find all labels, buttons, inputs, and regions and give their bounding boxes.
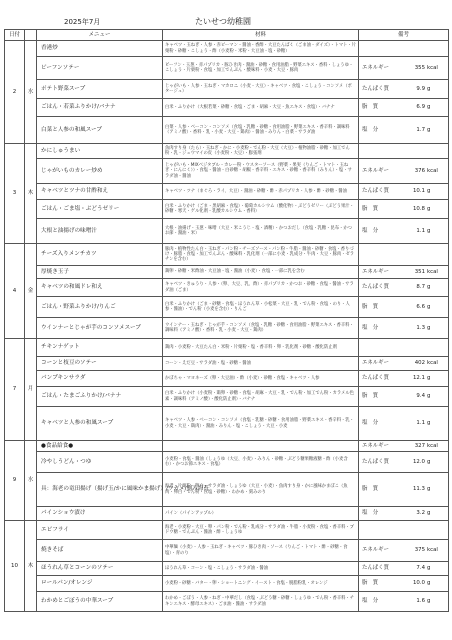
nutrition-cell	[359, 318, 449, 339]
table-row	[5, 452, 449, 473]
table-row	[5, 80, 449, 99]
nutrition-unit: kcal	[427, 442, 438, 449]
nutrition-label: 脂 質	[362, 104, 379, 111]
page-header	[0, 0, 452, 30]
day-date: 10	[5, 521, 25, 612]
dish-name: パンプキンサラダ	[37, 371, 163, 387]
dish-ingredients: キャベツ・ツナ（まぐろ・ライ、大豆）・醤油・砂糖・酢・赤パプリカ・人参・酢・砂糖・醤油	[163, 184, 359, 200]
table-row	[5, 41, 449, 57]
dish-ingredients: 鶏肉・小麦粉・大豆たん白・米粉・片栗粉・塩・香辛料・卵・乳化剤・砂糖・酸化防止剤	[163, 339, 359, 357]
dish-ingredients: 小麦粉・食塩・醤油（しょうゆ（大豆、小麦）・みりん・砂糖・ぶどう糖果糖液糖・酢（小麦含む）・かつお節エキス・食塩）	[163, 452, 359, 473]
table-row	[5, 144, 449, 159]
nutrition-label: 塩 分	[362, 126, 379, 133]
nutrition-value: 11.3	[412, 486, 425, 493]
dish-name: キャベツとツナの甘酢和え	[37, 184, 163, 200]
table-row	[5, 473, 449, 507]
day-date: 2	[5, 41, 25, 144]
nutrition-unit: g	[427, 284, 431, 291]
nutrition-cell	[359, 562, 449, 576]
nutrition-cell	[359, 371, 449, 387]
table-row	[5, 244, 449, 266]
nutrition-unit: kcal	[427, 547, 438, 554]
nutrition-value: 376	[414, 167, 425, 174]
notes-column-header: 備考	[359, 30, 449, 41]
dish-ingredients: 豚肉・植物性たん白・玉ねぎ・パン粉・チーズソース・パン粉・牛脂・醤油・砂糖・食塩・香りづけ・豚脂・食塩・加工でんぷん・酸味料・乳化剤（一部に小麦・乳成分・牛肉・大豆・豚肉・ゼラチンを含む）	[163, 244, 359, 266]
nutrition-value: 1.3	[416, 324, 425, 331]
nutrition-unit: g	[427, 510, 431, 517]
dish-name: ごはん・野菜ふりかけ/りんご	[37, 297, 163, 318]
day-of-week: 木	[25, 521, 37, 612]
nutrition-cell	[359, 41, 449, 57]
nutrition-label: たんぱく質	[362, 188, 389, 195]
nutrition-value: 10.0	[412, 580, 425, 587]
nutrition-unit: g	[427, 188, 431, 195]
nutrition-unit: kcal	[427, 268, 438, 275]
dish-name: 具：海老の竜田揚げ（揚げ玉/かに風味かま揚げ）/ワカメ/刻み海苔	[37, 473, 163, 507]
dish-name: 香港炒	[37, 41, 163, 57]
dish-name: ポテト野菜スープ	[37, 80, 163, 99]
nutrition-value: 327	[414, 442, 425, 449]
table-header-row	[5, 30, 449, 41]
nutrition-value: 3.2	[416, 510, 425, 517]
nutrition-label: たんぱく質	[362, 458, 389, 465]
nutrition-value: 351	[414, 268, 425, 275]
dish-name: ロールパン/オレンジ	[37, 576, 163, 592]
dish-name: 焼きそば	[37, 540, 163, 562]
nutrition-label: エネルギー	[362, 442, 389, 449]
menu-column-header: メニュー	[37, 30, 163, 41]
day-of-week: 水	[25, 41, 37, 144]
nutrition-value: 402	[414, 360, 425, 367]
nutrition-label: 塩 分	[362, 324, 379, 331]
nutrition-cell	[359, 266, 449, 279]
nutrition-unit: kcal	[427, 64, 438, 71]
nutrition-cell	[359, 592, 449, 612]
dish-ingredients: ビーフン・玉葱・赤パプリカ・豚ひき肉・醤油・砂糖・食用油脂・野菜エキス・香料・しょうゆ・こしょう・片栗粉・食塩・加工でんぷん・酸味料・小麦・大豆・豚肉	[163, 57, 359, 80]
nutrition-unit: g	[427, 375, 431, 382]
dish-ingredients: かぼちゃ・マヨネーズ（卵・大豆油）・酢（小麦）・砂糖・食塩・キャベツ・人参	[163, 371, 359, 387]
dish-ingredients: ほうれん草・コーン・塩・こしょう・サラダ油・醤油	[163, 562, 359, 576]
nutrition-label: 塩 分	[362, 598, 379, 605]
dish-name: かにしゅうまい	[37, 144, 163, 159]
nutrition-label: 脂 質	[362, 303, 379, 310]
dish-ingredients: 白米・ふりかけ（大根若菜・砂糖・食塩・ごま・胡麻・大豆・魚エキス・食塩）・バナナ	[163, 99, 359, 117]
nutrition-unit: kcal	[427, 167, 438, 174]
nutrition-cell	[359, 297, 449, 318]
nutrition-cell	[359, 576, 449, 592]
nutrition-cell	[359, 200, 449, 219]
dish-ingredients: 白米・ふりかけ（ごま・砂糖・食塩・ほうれん草・小松菜・大豆・乳・でん粉・食塩・のり・人参・醤油）・でん粉（小麦を含む）・りんご	[163, 297, 359, 318]
dish-name: ごはん・ごま塩・ぶどうゼリー	[37, 200, 163, 219]
nutrition-value: 375	[414, 547, 425, 554]
nutrition-cell	[359, 184, 449, 200]
nutrition-cell	[359, 117, 449, 144]
nutrition-value: 9.4	[416, 393, 425, 400]
nutrition-cell	[359, 279, 449, 297]
dish-name: じゃがいものカレー炒め	[37, 159, 163, 184]
nutrition-value: 6.6	[416, 303, 425, 310]
nutrition-cell	[359, 219, 449, 244]
dish-ingredients: 海老・片栗粉・卵白・サラダ油・しょうゆ（大豆・小麦）・魚肉すり身・かに風味かまぼこ（魚肉・卵白・でん粉・食塩・砂糖）・わかめ・刻みのり	[163, 473, 359, 507]
table-row	[5, 407, 449, 441]
dish-ingredients: キャベツ・玉ねぎ・人参・赤ピーマン・醤油・香酢・大豆たんぱく（ごま油・ダイズ）・トマト・片栗粉・砂糖・こしょう・酢（小麦粉・米粉・大豆油・塩・砂糖）	[163, 41, 359, 57]
nutrition-value: 1.1	[416, 227, 425, 234]
nutrition-unit: g	[427, 324, 431, 331]
dish-ingredients: 鶏卵・砂糖・米酢油・大豆油・塩・醤油（小麦）・食塩・一部に乳を含む	[163, 266, 359, 279]
table-row	[5, 576, 449, 592]
nutrition-cell	[359, 473, 449, 507]
nutrition-cell	[359, 452, 449, 473]
nutrition-value: 9.9	[416, 85, 425, 92]
nutrition-label: エネルギー	[362, 268, 389, 275]
day-date: 7	[5, 339, 25, 441]
dish-name: ●食品給食●	[37, 441, 163, 452]
dish-ingredients: ウインナー・玉ねぎ・じゃが芋・コンソメ（食塩・乳糖・砂糖・食用油脂・野菜エキス・香辛料・調味料（アミノ酸）・香料・乳・小麦・大豆・鶏肉）	[163, 318, 359, 339]
dish-name: パインショウ漬け	[37, 507, 163, 521]
dish-name: 冷やしうどん・つゆ	[37, 452, 163, 473]
table-row	[5, 57, 449, 80]
dish-ingredients: 白米・ふりかけ（小麦粉・鶏卵・砂糖・食塩・胡麻・大豆・乳・でん粉・加工でん粉・カラメル色素・調味料（アミノ酸）・酸化防止剤）・バナナ	[163, 387, 359, 407]
dish-name: チキンナゲット	[37, 339, 163, 357]
nutrition-unit: g	[427, 458, 431, 465]
nutrition-label: エネルギー	[362, 547, 389, 554]
table-row	[5, 507, 449, 521]
dish-name: ウインナーとじゃが芋のコンソメスープ	[37, 318, 163, 339]
day-of-week: 水	[25, 441, 37, 521]
table-row	[5, 117, 449, 144]
nutrition-cell	[359, 521, 449, 540]
dish-ingredients: 海老・小麦粉・大豆・卵・パン粉・でん粉・乳成分・サラダ油・牛脂・小麦粉・食塩・香辛料・ブドウ糖・でんぷん・醤油・酢・しょうゆ	[163, 521, 359, 540]
table-row	[5, 357, 449, 371]
dish-ingredients	[163, 441, 359, 452]
table-row	[5, 99, 449, 117]
nutrition-label: エネルギー	[362, 64, 389, 71]
nutrition-value: 12.0	[412, 458, 425, 465]
dish-name: ごはん・たまごふりかけ/バナナ	[37, 387, 163, 407]
nutrition-cell	[359, 507, 449, 521]
table-row	[5, 540, 449, 562]
nutrition-value: 10.1	[412, 188, 425, 195]
nutrition-unit: g	[427, 486, 431, 493]
dish-ingredients: コーン・えだ豆・サラダ油・塩・砂糖・醤油	[163, 357, 359, 371]
nutrition-label: エネルギー	[362, 360, 389, 367]
dish-name: エビフライ	[37, 521, 163, 540]
nutrition-value: 1.7	[416, 126, 425, 133]
table-row	[5, 521, 449, 540]
dish-ingredients: 中華麺（小麦）・人参・玉ねぎ・キャベツ・豚ひき肉・ソース（りんご・トマト・酢・砂糖・食塩）・青のり	[163, 540, 359, 562]
nutrition-value: 12.1	[412, 375, 425, 382]
dish-name: コーンと枝豆のソテー	[37, 357, 163, 371]
nutrition-unit: g	[427, 205, 431, 212]
nutrition-cell	[359, 159, 449, 184]
nutrition-unit: kcal	[427, 360, 438, 367]
nutrition-unit: g	[427, 393, 431, 400]
menu-table	[4, 29, 449, 612]
nutrition-cell	[359, 80, 449, 99]
table-row	[5, 371, 449, 387]
table-row	[5, 297, 449, 318]
table-row	[5, 339, 449, 357]
dish-name: ビーフンソテー	[37, 57, 163, 80]
date-column-header: 日付	[5, 30, 25, 41]
dish-ingredients: 小麦粉・砂糖・バター・卵・ショートニング・イースト・食塩・脱脂粉乳・オレンジ	[163, 576, 359, 592]
nutrition-unit: g	[427, 420, 431, 427]
nutrition-cell	[359, 357, 449, 371]
day-date: 3	[5, 144, 25, 244]
table-row	[5, 184, 449, 200]
nutrition-label: 脂 質	[362, 393, 379, 400]
dish-name: チーズ入りメンチカツ	[37, 244, 163, 266]
nutrition-label: 塩 分	[362, 420, 379, 427]
table-row	[5, 200, 449, 219]
nutrition-label: 脂 質	[362, 205, 379, 212]
nutrition-unit: g	[427, 126, 431, 133]
dow-column-header	[25, 30, 37, 41]
nutrition-label: たんぱく質	[362, 565, 389, 572]
nutrition-label: エネルギー	[362, 167, 389, 174]
day-date: 9	[5, 441, 25, 521]
table-row	[5, 219, 449, 244]
dish-name: キャベツと人参の和風スープ	[37, 407, 163, 441]
nutrition-cell	[359, 57, 449, 80]
dish-ingredients: じゃがいも・MIXベジタブル・カレー粉・ウスターソース（野菜・果実（りんご・トマト・玉ねぎ・にんにく））・食塩・醤油・白砂糖・胡椒・香辛料・エキス・砂糖・香辛料（みりん）・塩・サラダ油・醤油	[163, 159, 359, 184]
nutrition-unit: g	[427, 565, 431, 572]
nutrition-value: 10.8	[412, 205, 425, 212]
dish-ingredients: キャベツ・人参・ベーコン・コンソメ（食塩・乳糖・砂糖・食用油脂・野菜エキス・香辛料・乳・小麦・大豆・鶏肉）・醤油・みりん・塩・こしょう・大豆・小麦	[163, 407, 359, 441]
nutrition-unit: g	[427, 598, 431, 605]
nutrition-value: 7.4	[416, 565, 425, 572]
dish-ingredients: キャベツ・きゅうり・人参・（卵、大豆、乳、酢）・赤パプリカ・かつお・砂糖・食塩・醤油・サラダ油（ごま）	[163, 279, 359, 297]
dish-ingredients: わかめ・ごぼう・人参・ねぎ・中華だし（食塩・ぶどう糖・砂糖・しょうゆ・でん粉・香辛料・チキンエキス・酵母エキス）・ごま油・醤油・サラダ油	[163, 592, 359, 612]
nutrition-label: 塩 分	[362, 510, 379, 517]
table-row	[5, 279, 449, 297]
dish-ingredients: 大根・油揚げ・玉葱・味噌（大豆・米こうじ・塩・酒精）・かつおだし（食塩・乳糖・昆布・かつお節・醤油・米）	[163, 219, 359, 244]
table-row	[5, 318, 449, 339]
nutrition-cell	[359, 387, 449, 407]
table-row	[5, 562, 449, 576]
dish-name: わかめとごぼうの中華スープ	[37, 592, 163, 612]
table-row	[5, 592, 449, 612]
menu-body	[5, 41, 449, 612]
nutrition-cell	[359, 99, 449, 117]
dish-name: キャベツの和風ドレ和え	[37, 279, 163, 297]
nutrition-cell	[359, 244, 449, 266]
nutrition-label: 脂 質	[362, 580, 379, 587]
dish-ingredients: 白米・ふりかけ（ごま・黒胡麻・食塩）・葡萄カルシウム（酸化物）・ぶどうゼリー（ぶどう果汁・砂糖・寒天・ゲル化剤・乳酸カルシウム・香料）	[163, 200, 359, 219]
dish-ingredients: パイン（パインアップル）	[163, 507, 359, 521]
nutrition-unit: g	[427, 85, 431, 92]
dish-ingredients: 魚肉すり身（たら）・玉ねぎ・かに・小麦粉・でん粉・大豆（大豆）・植物油脂・砂糖・加工でん粉・乳・ジュウマイの皮（小麦粉・大豆）・膨張剤	[163, 144, 359, 159]
nutrition-unit: g	[427, 303, 431, 310]
nutrition-label: たんぱく質	[362, 284, 389, 291]
month-label: 2025年7月	[64, 18, 101, 26]
dish-name: ほうれん草とコーンのソテー	[37, 562, 163, 576]
nutrition-unit: g	[427, 227, 431, 234]
day-of-week: 木	[25, 144, 37, 244]
nutrition-cell	[359, 407, 449, 441]
dish-ingredients: じゃがいも・人参・玉ねぎ・マカロニ（小麦・大豆）・キャベツ・食塩・こしょう・コンソメ（ポタージュ）	[163, 80, 359, 99]
day-of-week: 金	[25, 244, 37, 339]
nutrition-value: 1.6	[416, 598, 425, 605]
table-row	[5, 159, 449, 184]
nutrition-label: 脂 質	[362, 486, 379, 493]
nutrition-cell	[359, 441, 449, 452]
day-date: 4	[5, 244, 25, 339]
table-row	[5, 387, 449, 407]
table-row	[5, 266, 449, 279]
day-of-week: 月	[25, 339, 37, 441]
page-title: たいせつ幼稚園	[195, 17, 251, 26]
dish-name: ごはん・若菜ふりかけ/バナナ	[37, 99, 163, 117]
dish-name: 厚焼き玉子	[37, 266, 163, 279]
dish-name: 大根と油揚げの味噌汁	[37, 219, 163, 244]
nutrition-cell	[359, 540, 449, 562]
nutrition-cell	[359, 339, 449, 357]
dish-name: 白菜と人参の和風スープ	[37, 117, 163, 144]
nutrition-label: たんぱく質	[362, 375, 389, 382]
nutrition-value: 1.1	[416, 420, 425, 427]
nutrition-label: 塩 分	[362, 227, 379, 234]
nutrition-unit: g	[427, 104, 431, 111]
nutrition-cell	[359, 144, 449, 159]
ingredients-column-header: 材料	[163, 30, 359, 41]
dish-ingredients: 白菜・人参・ベーコン・コンソメ（食塩・乳糖・砂糖・食用油脂・野菜エキス・香辛料・調味料（アミノ酸）・香料・乳・小麦・大豆・鶏肉）・醤油・みりん・白菜・サラダ油	[163, 117, 359, 144]
nutrition-value: 6.9	[416, 104, 425, 111]
nutrition-value: 355	[414, 64, 425, 71]
table-row	[5, 441, 449, 452]
nutrition-label: たんぱく質	[362, 85, 389, 92]
nutrition-unit: g	[427, 580, 431, 587]
nutrition-value: 8.7	[416, 284, 425, 291]
